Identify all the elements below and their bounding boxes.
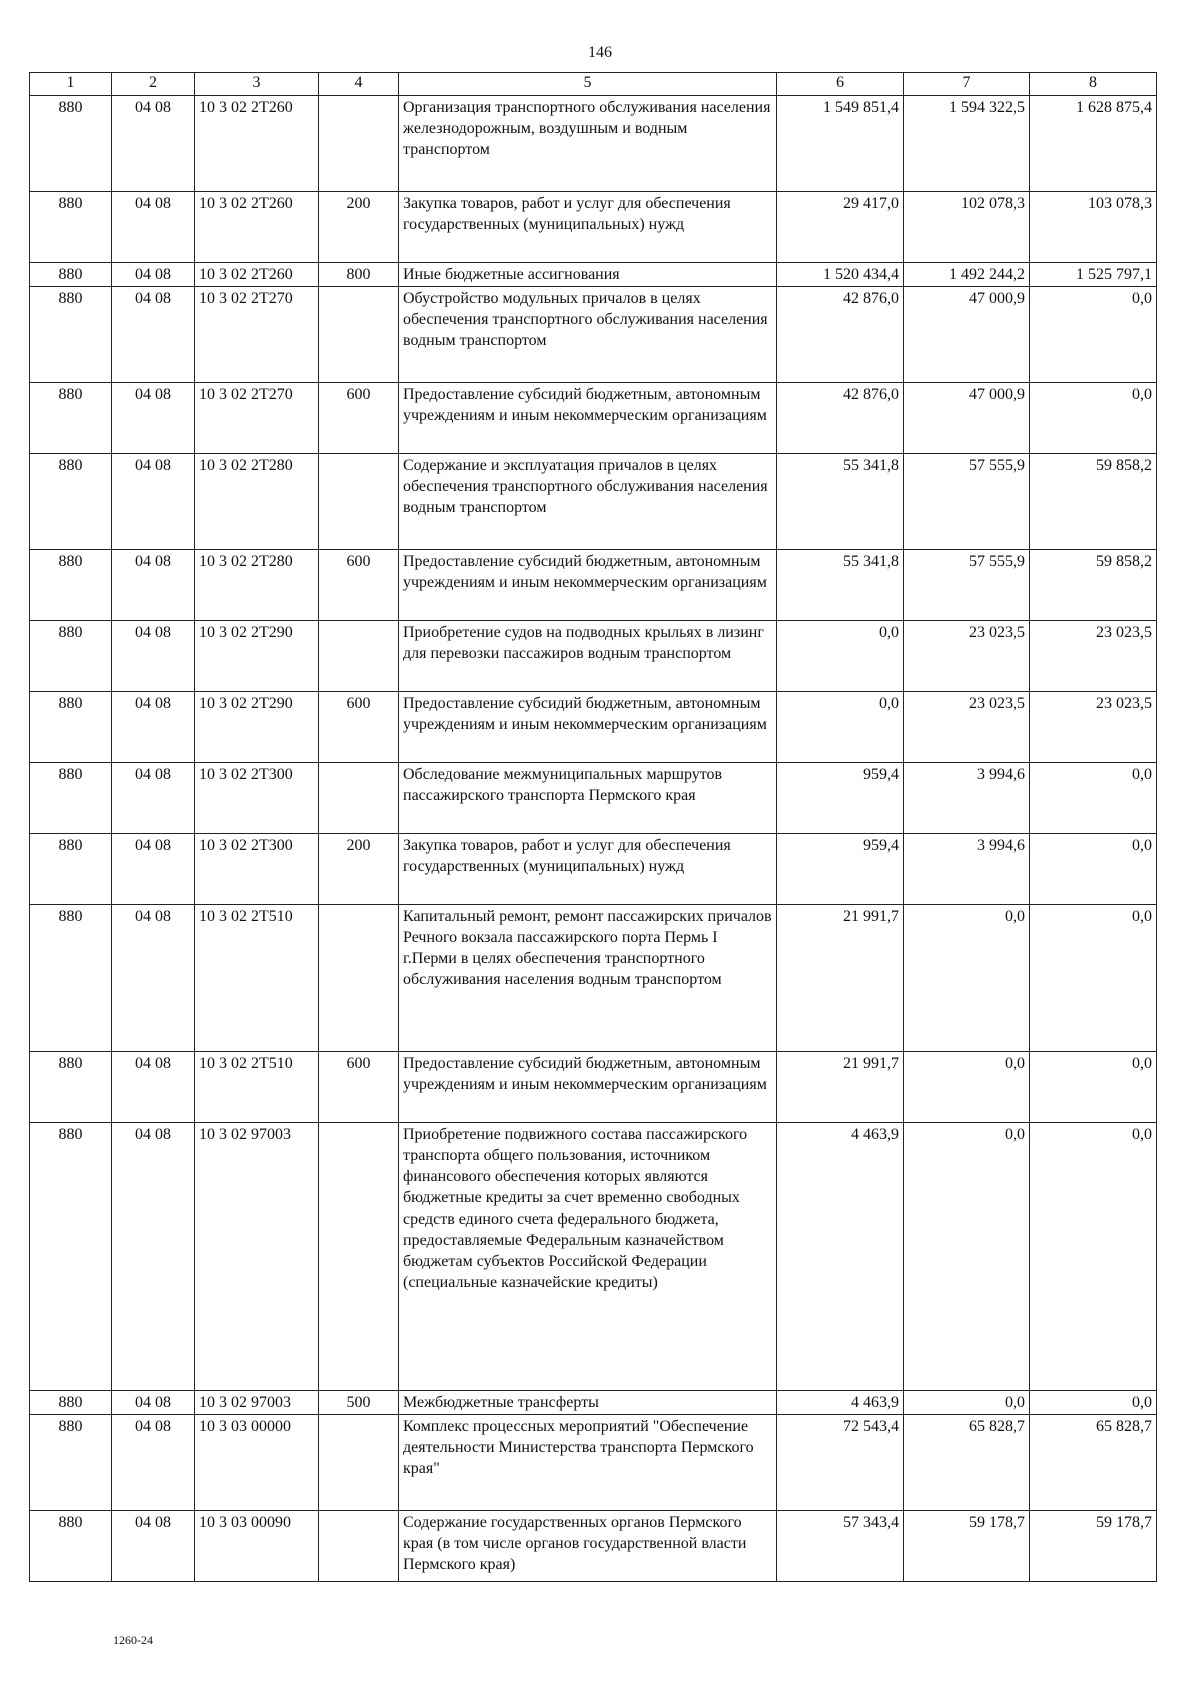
expense-type-cell: 600 <box>319 550 399 621</box>
target-article-cell: 10 3 02 97003 <box>195 1123 319 1391</box>
column-header: 1 <box>30 73 112 96</box>
column-header: 6 <box>777 73 904 96</box>
table-row <box>30 383 1157 454</box>
amount-col7-cell: 23 023,5 <box>904 621 1030 692</box>
target-article-cell: 10 3 03 00090 <box>195 1511 319 1582</box>
target-article-cell: 10 3 02 2Т510 <box>195 905 319 1052</box>
description-cell: Содержание и эксплуатация причалов в целях обеспечения транспортного обслуживания населения водным транспортом <box>399 454 777 550</box>
ministry-code-cell: 880 <box>30 550 112 621</box>
table-row <box>30 834 1157 905</box>
expense-type-cell <box>319 96 399 192</box>
amount-col8-cell: 59 178,7 <box>1030 1511 1157 1582</box>
target-article-cell: 10 3 02 97003 <box>195 1391 319 1415</box>
amount-col8-cell: 103 078,3 <box>1030 192 1157 263</box>
amount-col6-cell: 1 549 851,4 <box>777 96 904 192</box>
table-body <box>30 96 1157 1582</box>
section-code-cell: 04 08 <box>112 763 195 834</box>
amount-col8-cell: 23 023,5 <box>1030 621 1157 692</box>
amount-col6-cell: 1 520 434,4 <box>777 263 904 287</box>
amount-col7-cell: 57 555,9 <box>904 550 1030 621</box>
target-article-cell: 10 3 02 2Т300 <box>195 763 319 834</box>
expense-type-cell <box>319 763 399 834</box>
description-cell: Предоставление субсидий бюджетным, автономным учреждениям и иным некоммерческим организациям <box>399 1052 777 1123</box>
amount-col8-cell: 59 858,2 <box>1030 454 1157 550</box>
target-article-cell: 10 3 02 2Т510 <box>195 1052 319 1123</box>
ministry-code-cell: 880 <box>30 905 112 1052</box>
amount-col6-cell: 959,4 <box>777 763 904 834</box>
ministry-code-cell: 880 <box>30 692 112 763</box>
section-code-cell: 04 08 <box>112 454 195 550</box>
section-code-cell: 04 08 <box>112 1052 195 1123</box>
expense-type-cell: 600 <box>319 383 399 454</box>
description-cell: Предоставление субсидий бюджетным, автономным учреждениям и иным некоммерческим организациям <box>399 383 777 454</box>
description-cell: Организация транспортного обслуживания населения железнодорожным, воздушным и водным транспортом <box>399 96 777 192</box>
expense-type-cell <box>319 905 399 1052</box>
description-cell: Приобретение подвижного состава пассажирского транспорта общего пользования, источником финансового обеспечения которых являются бюджетные кредиты за счет временно свободных средств единого счета федерального бюджета, предоставляемые Федеральным казначейством бюджетам субъектов Российской Федерации (специальные казначейские кредиты) <box>399 1123 777 1391</box>
ministry-code-cell: 880 <box>30 192 112 263</box>
description-cell: Капитальный ремонт, ремонт пассажирских причалов Речного вокзала пассажирского порта Пермь I г.Перми в целях обеспечения транспортного обслуживания населения водным транспортом <box>399 905 777 1052</box>
amount-col6-cell: 4 463,9 <box>777 1123 904 1391</box>
amount-col7-cell: 47 000,9 <box>904 287 1030 383</box>
section-code-cell: 04 08 <box>112 192 195 263</box>
ministry-code-cell: 880 <box>30 1123 112 1391</box>
column-header: 3 <box>195 73 319 96</box>
amount-col6-cell: 55 341,8 <box>777 550 904 621</box>
table-row <box>30 550 1157 621</box>
table-row <box>30 1511 1157 1582</box>
expense-type-cell: 600 <box>319 692 399 763</box>
column-header: 7 <box>904 73 1030 96</box>
description-cell: Закупка товаров, работ и услуг для обеспечения государственных (муниципальных) нужд <box>399 192 777 263</box>
amount-col8-cell: 1 628 875,4 <box>1030 96 1157 192</box>
amount-col8-cell: 0,0 <box>1030 1391 1157 1415</box>
target-article-cell: 10 3 02 2Т300 <box>195 834 319 905</box>
amount-col7-cell: 0,0 <box>904 1052 1030 1123</box>
target-article-cell: 10 3 02 2Т270 <box>195 287 319 383</box>
expense-type-cell <box>319 454 399 550</box>
amount-col8-cell: 0,0 <box>1030 834 1157 905</box>
expense-type-cell <box>319 1511 399 1582</box>
amount-col8-cell: 0,0 <box>1030 905 1157 1052</box>
description-cell: Межбюджетные трансферты <box>399 1391 777 1415</box>
description-cell: Приобретение судов на подводных крыльях в лизинг для перевозки пассажиров водным транспортом <box>399 621 777 692</box>
expense-type-cell <box>319 1123 399 1391</box>
amount-col6-cell: 29 417,0 <box>777 192 904 263</box>
table-row <box>30 1052 1157 1123</box>
section-code-cell: 04 08 <box>112 834 195 905</box>
expense-type-cell <box>319 287 399 383</box>
amount-col7-cell: 57 555,9 <box>904 454 1030 550</box>
section-code-cell: 04 08 <box>112 383 195 454</box>
amount-col6-cell: 21 991,7 <box>777 1052 904 1123</box>
expense-type-cell: 200 <box>319 834 399 905</box>
amount-col7-cell: 102 078,3 <box>904 192 1030 263</box>
amount-col6-cell: 42 876,0 <box>777 383 904 454</box>
amount-col8-cell: 59 858,2 <box>1030 550 1157 621</box>
table-row <box>30 621 1157 692</box>
expense-type-cell: 200 <box>319 192 399 263</box>
table-row <box>30 1123 1157 1391</box>
amount-col6-cell: 4 463,9 <box>777 1391 904 1415</box>
table-row <box>30 1391 1157 1415</box>
target-article-cell: 10 3 02 2Т260 <box>195 96 319 192</box>
amount-col7-cell: 47 000,9 <box>904 383 1030 454</box>
ministry-code-cell: 880 <box>30 1415 112 1511</box>
ministry-code-cell: 880 <box>30 834 112 905</box>
section-code-cell: 04 08 <box>112 1511 195 1582</box>
amount-col7-cell: 3 994,6 <box>904 763 1030 834</box>
target-article-cell: 10 3 02 2Т280 <box>195 550 319 621</box>
section-code-cell: 04 08 <box>112 550 195 621</box>
amount-col6-cell: 21 991,7 <box>777 905 904 1052</box>
ministry-code-cell: 880 <box>30 263 112 287</box>
target-article-cell: 10 3 02 2Т260 <box>195 263 319 287</box>
section-code-cell: 04 08 <box>112 692 195 763</box>
amount-col6-cell: 0,0 <box>777 621 904 692</box>
target-article-cell: 10 3 02 2Т290 <box>195 621 319 692</box>
description-cell: Закупка товаров, работ и услуг для обеспечения государственных (муниципальных) нужд <box>399 834 777 905</box>
amount-col7-cell: 0,0 <box>904 905 1030 1052</box>
description-cell: Содержание государственных органов Пермского края (в том числе органов государственной власти Пермского края) <box>399 1511 777 1582</box>
amount-col6-cell: 72 543,4 <box>777 1415 904 1511</box>
column-header: 2 <box>112 73 195 96</box>
column-header: 4 <box>319 73 399 96</box>
target-article-cell: 10 3 02 2Т260 <box>195 192 319 263</box>
amount-col8-cell: 0,0 <box>1030 1052 1157 1123</box>
target-article-cell: 10 3 02 2Т290 <box>195 692 319 763</box>
amount-col8-cell: 0,0 <box>1030 1123 1157 1391</box>
description-cell: Иные бюджетные ассигнования <box>399 263 777 287</box>
table-row <box>30 692 1157 763</box>
expense-type-cell: 800 <box>319 263 399 287</box>
amount-col7-cell: 0,0 <box>904 1391 1030 1415</box>
amount-col7-cell: 23 023,5 <box>904 692 1030 763</box>
target-article-cell: 10 3 03 00000 <box>195 1415 319 1511</box>
amount-col8-cell: 23 023,5 <box>1030 692 1157 763</box>
expense-type-cell <box>319 621 399 692</box>
section-code-cell: 04 08 <box>112 1123 195 1391</box>
target-article-cell: 10 3 02 2Т270 <box>195 383 319 454</box>
amount-col6-cell: 57 343,4 <box>777 1511 904 1582</box>
section-code-cell: 04 08 <box>112 287 195 383</box>
amount-col7-cell: 0,0 <box>904 1123 1030 1391</box>
ministry-code-cell: 880 <box>30 621 112 692</box>
column-header: 8 <box>1030 73 1157 96</box>
ministry-code-cell: 880 <box>30 287 112 383</box>
expense-type-cell <box>319 1415 399 1511</box>
amount-col6-cell: 0,0 <box>777 692 904 763</box>
section-code-cell: 04 08 <box>112 263 195 287</box>
table-row <box>30 287 1157 383</box>
target-article-cell: 10 3 02 2Т280 <box>195 454 319 550</box>
ministry-code-cell: 880 <box>30 1391 112 1415</box>
amount-col7-cell: 1 492 244,2 <box>904 263 1030 287</box>
description-cell: Предоставление субсидий бюджетным, автономным учреждениям и иным некоммерческим организациям <box>399 550 777 621</box>
amount-col7-cell: 65 828,7 <box>904 1415 1030 1511</box>
amount-col7-cell: 59 178,7 <box>904 1511 1030 1582</box>
page-number: 146 <box>588 44 612 61</box>
description-cell: Обустройство модульных причалов в целях обеспечения транспортного обслуживания населения водным транспортом <box>399 287 777 383</box>
table-row <box>30 96 1157 192</box>
section-code-cell: 04 08 <box>112 621 195 692</box>
table-row <box>30 905 1157 1052</box>
amount-col8-cell: 1 525 797,1 <box>1030 263 1157 287</box>
amount-col7-cell: 3 994,6 <box>904 834 1030 905</box>
ministry-code-cell: 880 <box>30 383 112 454</box>
table-row <box>30 192 1157 263</box>
amount-col7-cell: 1 594 322,5 <box>904 96 1030 192</box>
ministry-code-cell: 880 <box>30 1511 112 1582</box>
description-cell: Комплекс процессных мероприятий "Обеспечение деятельности Министерства транспорта Пермского края" <box>399 1415 777 1511</box>
table-row <box>30 763 1157 834</box>
section-code-cell: 04 08 <box>112 1415 195 1511</box>
expense-type-cell: 500 <box>319 1391 399 1415</box>
budget-table <box>29 72 1157 1582</box>
expense-type-cell: 600 <box>319 1052 399 1123</box>
table-row <box>30 263 1157 287</box>
ministry-code-cell: 880 <box>30 763 112 834</box>
description-cell: Обследование межмуниципальных маршрутов пассажирского транспорта Пермского края <box>399 763 777 834</box>
description-cell: Предоставление субсидий бюджетным, автономным учреждениям и иным некоммерческим организациям <box>399 692 777 763</box>
ministry-code-cell: 880 <box>30 96 112 192</box>
amount-col8-cell: 0,0 <box>1030 763 1157 834</box>
table-row <box>30 1415 1157 1511</box>
amount-col8-cell: 0,0 <box>1030 383 1157 454</box>
ministry-code-cell: 880 <box>30 1052 112 1123</box>
section-code-cell: 04 08 <box>112 96 195 192</box>
section-code-cell: 04 08 <box>112 905 195 1052</box>
amount-col6-cell: 42 876,0 <box>777 287 904 383</box>
ministry-code-cell: 880 <box>30 454 112 550</box>
document-code: 1260-24 <box>113 1633 153 1647</box>
amount-col8-cell: 0,0 <box>1030 287 1157 383</box>
amount-col8-cell: 65 828,7 <box>1030 1415 1157 1511</box>
amount-col6-cell: 959,4 <box>777 834 904 905</box>
amount-col6-cell: 55 341,8 <box>777 454 904 550</box>
column-number-row <box>30 73 1157 96</box>
section-code-cell: 04 08 <box>112 1391 195 1415</box>
column-header: 5 <box>399 73 777 96</box>
table-row <box>30 454 1157 550</box>
